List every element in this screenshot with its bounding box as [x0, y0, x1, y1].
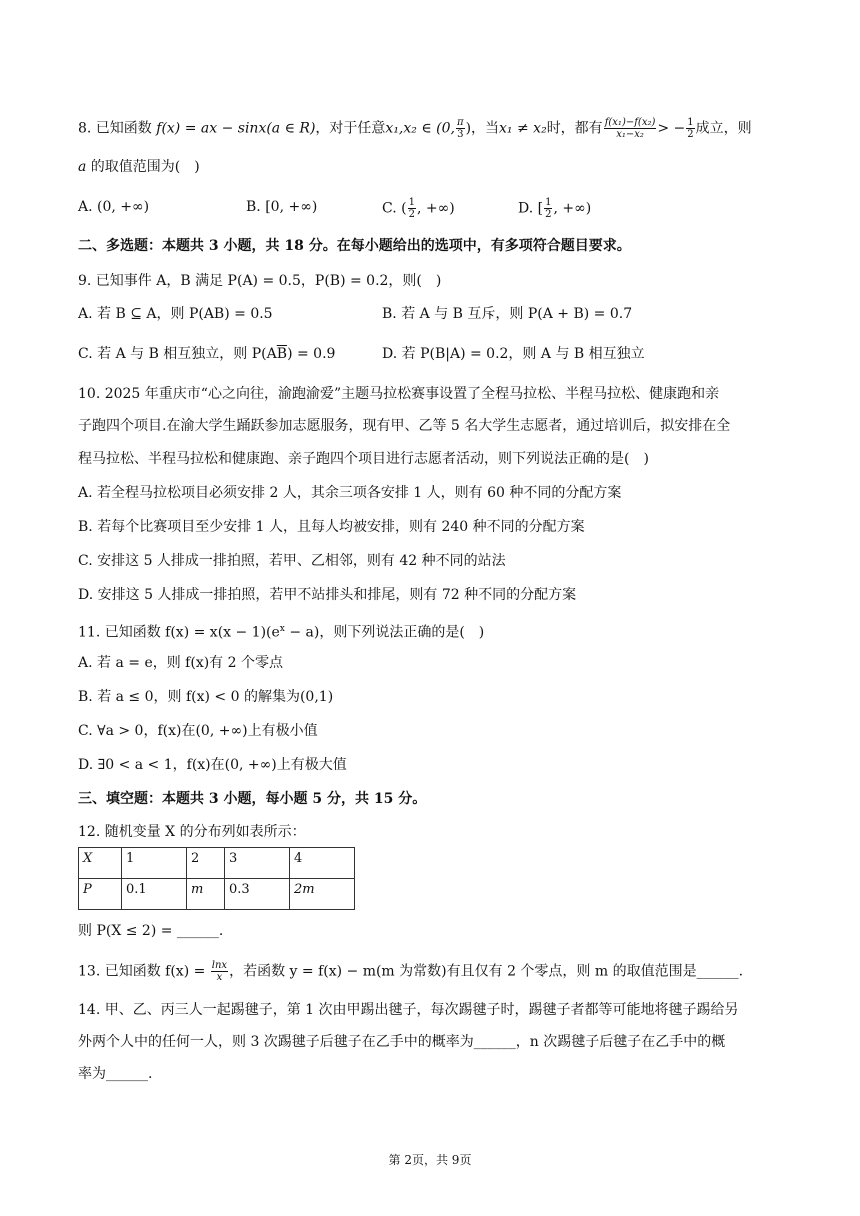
- table-row: [79, 848, 355, 879]
- pi-over-3-fraction: $\frac{\pi}{3}$: [456, 117, 464, 140]
- q11-option-a: A. 若 a = e，则 f(x)有 2 个零点: [78, 655, 283, 671]
- table-cell: P: [79, 879, 122, 910]
- q10-option-d: D. 安排这 5 人排成一排拍照，若甲不站排头和排尾，则有 72 种不同的分配方案: [78, 587, 577, 603]
- q8-option-d: D. [ $\frac{1}{2}$ , +∞): [518, 197, 592, 220]
- q10-stem-line1: 10. 2025 年重庆市“心之向往，渝跑渝爱”主题马拉松赛事设置了全程马拉松、半程马拉松、健康跑和亲: [78, 386, 720, 402]
- table-cell: m: [187, 879, 225, 910]
- q9-option-d: D. 若 P(B|A) = 0.2，则 A 与 B 相互独立: [382, 346, 645, 362]
- table-cell: 0.1: [122, 879, 187, 910]
- q11-option-b: B. 若 a ≤ 0，则 f(x) < 0 的解集为(0,1): [78, 689, 334, 705]
- table-row: [79, 879, 355, 910]
- table-cell: 2m: [290, 879, 355, 910]
- q11-stem: 11. 已知函数 $f(x) = x(x - 1)(e^x - a)$，则下列说法正确的是( ): [78, 624, 485, 641]
- table-cell: 3: [225, 848, 290, 879]
- q9-stem: 9. 已知事件 A，B 满足 P(A) = 0.5，P(B) = 0.2，则( ): [78, 273, 442, 289]
- page-footer: 第 2页，共 9页: [388, 1153, 472, 1167]
- q8-stem-line1: 8. 已知函数 f(x) = ax − sinx(a ∈ R)，对于任意x₁,x₂ ∈ (0, $\frac{\pi}{3}$ )，当x₁ ≠ x₂时，都有 $\frac{\text{f(x₁)−f(x₂)}}{\text{x₁−x₂}}$ > − $\frac{1}{2}$ 成立，则: [78, 117, 752, 140]
- q10-option-a: A. 若全程马拉松项目必须安排 2 人，其余三项各安排 1 人，则有 60 种不同的分配方案: [78, 485, 622, 501]
- q9-option-c: C. 若 A 与 B 相互独立，则 $P(A\overline{B}) = 0.9$: [78, 346, 336, 362]
- table-cell: 1: [122, 848, 187, 879]
- q14-stem-line1: 14. 甲、乙、丙三人一起踢毽子，第 1 次由甲踢出毽子，每次踢毽子时，踢毽子者都等可能地将毽子踢给另: [78, 1002, 739, 1018]
- q14-stem-line3: 率为______.: [78, 1066, 153, 1082]
- table-cell: X: [79, 848, 122, 879]
- table-cell: 0.3: [225, 879, 290, 910]
- q11-option-c: C. ∀a > 0，f(x)在(0, +∞)上有极小值: [78, 723, 318, 739]
- q10-stem-line2: 子跑四个项目.在渝大学生踊跃参加志愿服务，现有甲、乙等 5 名大学生志愿者，通过培训后，拟安排在全: [78, 418, 731, 434]
- table-cell: 2: [187, 848, 225, 879]
- section-2-heading: 二、多选题：本题共 3 小题，共 18 分。在每小题给出的选项中，有多项符合题目要求。: [78, 238, 631, 254]
- section-3-heading: 三、填空题：本题共 3 小题，每小题 5 分，共 15 分。: [78, 791, 427, 807]
- q13-stem: 13. 已知函数 f(x) = $\frac{\ln x}{x}$ ，若函数 y = f(x) − m(m 为常数)有且仅有 2 个零点，则 m 的取值范围是______.: [78, 960, 744, 983]
- q14-stem-line2: 外两个人中的任何一人，则 3 次踢毽子后毽子在乙手中的概率为______，n 次踢毽子后毽子在乙手中的概: [78, 1034, 726, 1050]
- q10-option-b: B. 若每个比赛项目至少安排 1 人，且每人均被安排，则有 240 种不同的分配方案: [78, 519, 585, 535]
- q8-stem-line2: a 的取值范围为( ): [78, 159, 200, 175]
- q12-answer-line: 则 P(X ≤ 2) = ______.: [78, 923, 224, 939]
- q11-option-d: D. ∃0 < a < 1，f(x)在(0, +∞)上有极大值: [78, 757, 347, 773]
- q8-option-a: A. (0, +∞): [78, 199, 150, 215]
- q10-option-c: C. 安排这 5 人排成一排拍照，若甲、乙相邻，则有 42 种不同的站法: [78, 553, 506, 569]
- q12-stem: 12. 随机变量 X 的分布列如表所示：: [78, 824, 306, 840]
- q9-option-b: B. 若 A 与 B 互斥，则 P(A + B) = 0.7: [382, 306, 633, 322]
- q8-option-b: B. [0, +∞): [246, 199, 318, 215]
- difference-quotient-fraction: $\frac{\text{f(x₁)−f(x₂)}}{\text{x₁−x₂}}$: [604, 117, 656, 140]
- q10-stem-line3: 程马拉松、半程马拉松和健康跑、亲子跑四个项目进行志愿者活动，则下列说法正确的是( ): [78, 451, 649, 467]
- q9-option-a: A. 若 B ⊆ A，则 P(AB) = 0.5: [78, 306, 273, 322]
- half-fraction: $\frac{1}{2}$: [687, 117, 694, 140]
- lnx-over-x-fraction: $\frac{\ln x}{x}$: [211, 960, 228, 983]
- table-cell: 4: [290, 848, 355, 879]
- distribution-table: [78, 847, 355, 910]
- q8-option-c: C. ( $\frac{1}{2}$ , +∞): [382, 197, 455, 220]
